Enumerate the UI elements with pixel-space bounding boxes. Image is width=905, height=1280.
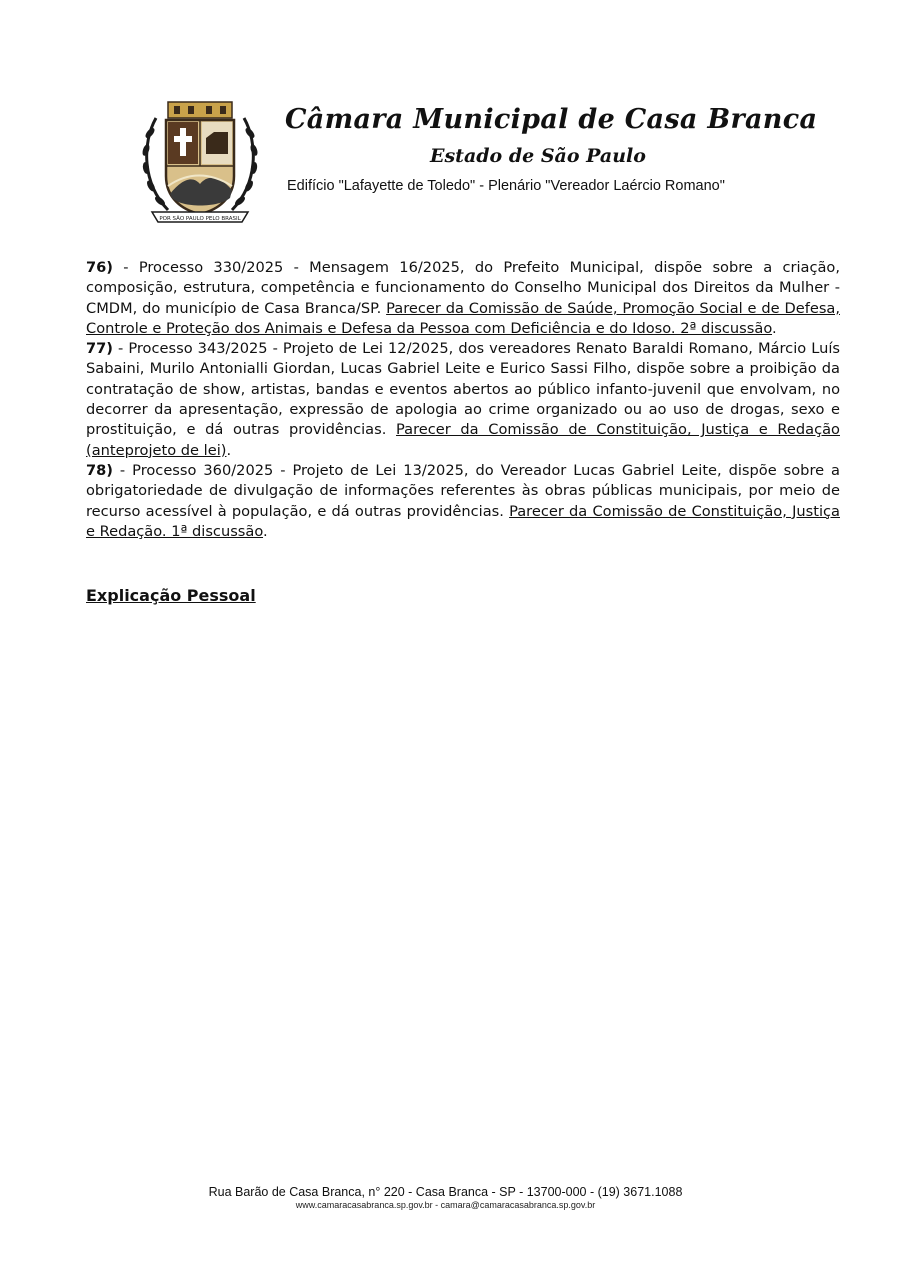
footer-contact: www.camaracasabranca.sp.gov.br - camara@camaracasabranca.sp.gov.br [295,1200,596,1210]
item-opinion: Parecer da Comissão de Constituição, Justiça e Redação. 1ª discussão [86,502,840,540]
letterhead [130,90,820,230]
item-number: 77) [86,340,113,358]
item-end: . [226,441,232,459]
footer-address: Rua Barão de Casa Branca, n° 220 - Casa Branca - SP - 13700-000 - (19) 3671.1088 [208,1185,683,1199]
agenda-item-76 [86,258,840,339]
org-name: Câmara Municipal de Casa Branca [285,104,818,135]
item-text: - Processo 360/2025 - Projeto de Lei 13/2025, do Vereador Lucas Gabriel Leite, dispõe sobre a obrigatoriedade de divulgação de informações referentes às obras públicas municipais, por meio de recurso acessível à população, e dá outras providências. [86,461,840,520]
item-text: - Processo 343/2025 - Projeto de Lei 12/2025, dos vereadores Renato Baraldi Romano, Márcio Luís Sabaini, Murilo Antonialli Giordan, Lucas Gabriel Leite e Eurico Sassi Filho, dispõe sobre a proibição da contratação de show, artistas, bandas e eventos abertos ao público infanto-juvenil que envolvam, no decorrer da apresentação, expressão de apologia ao crime organizado ou ao uso de drogas, sexo e prostituição, e dá outras providências. [86,340,840,439]
item-end: . [772,319,777,337]
org-building: Edifício "Lafayette de Toledo" - Plenário "Vereador Laércio Romano" [287,178,725,194]
org-state: Estado de São Paulo [430,145,646,167]
item-number: 76) [86,259,113,276]
item-end: . [263,522,268,540]
item-number: 78) [86,461,113,479]
municipal-coat-of-arms-icon [138,98,262,226]
agenda-item-78 [86,461,840,542]
agenda-items [86,258,840,542]
section-heading: Explicação Pessoal [86,586,256,605]
footer [0,1185,905,1210]
crest-motto: POR SÃO PAULO PELO BRASIL [159,216,241,222]
item-text: - Processo 330/2025 - Mensagem 16/2025, do Prefeito Municipal, dispõe sobre a criação, composição, estrutura, competência e funcionamento do Conselho Municipal dos Direitos da Mulher - CMDM, do município de Casa Branca/SP. [86,259,840,317]
item-opinion: Parecer da Comissão de Constituição, Justiça e Redação (anteprojeto de lei) [86,421,840,459]
item-opinion: Parecer da Comissão de Saúde, Promoção Social e de Defesa, Controle e Proteção dos Animais e Defesa da Pessoa com Deficiência e do Idoso. 2ª discussão [86,299,840,337]
agenda-item-77 [86,339,840,461]
